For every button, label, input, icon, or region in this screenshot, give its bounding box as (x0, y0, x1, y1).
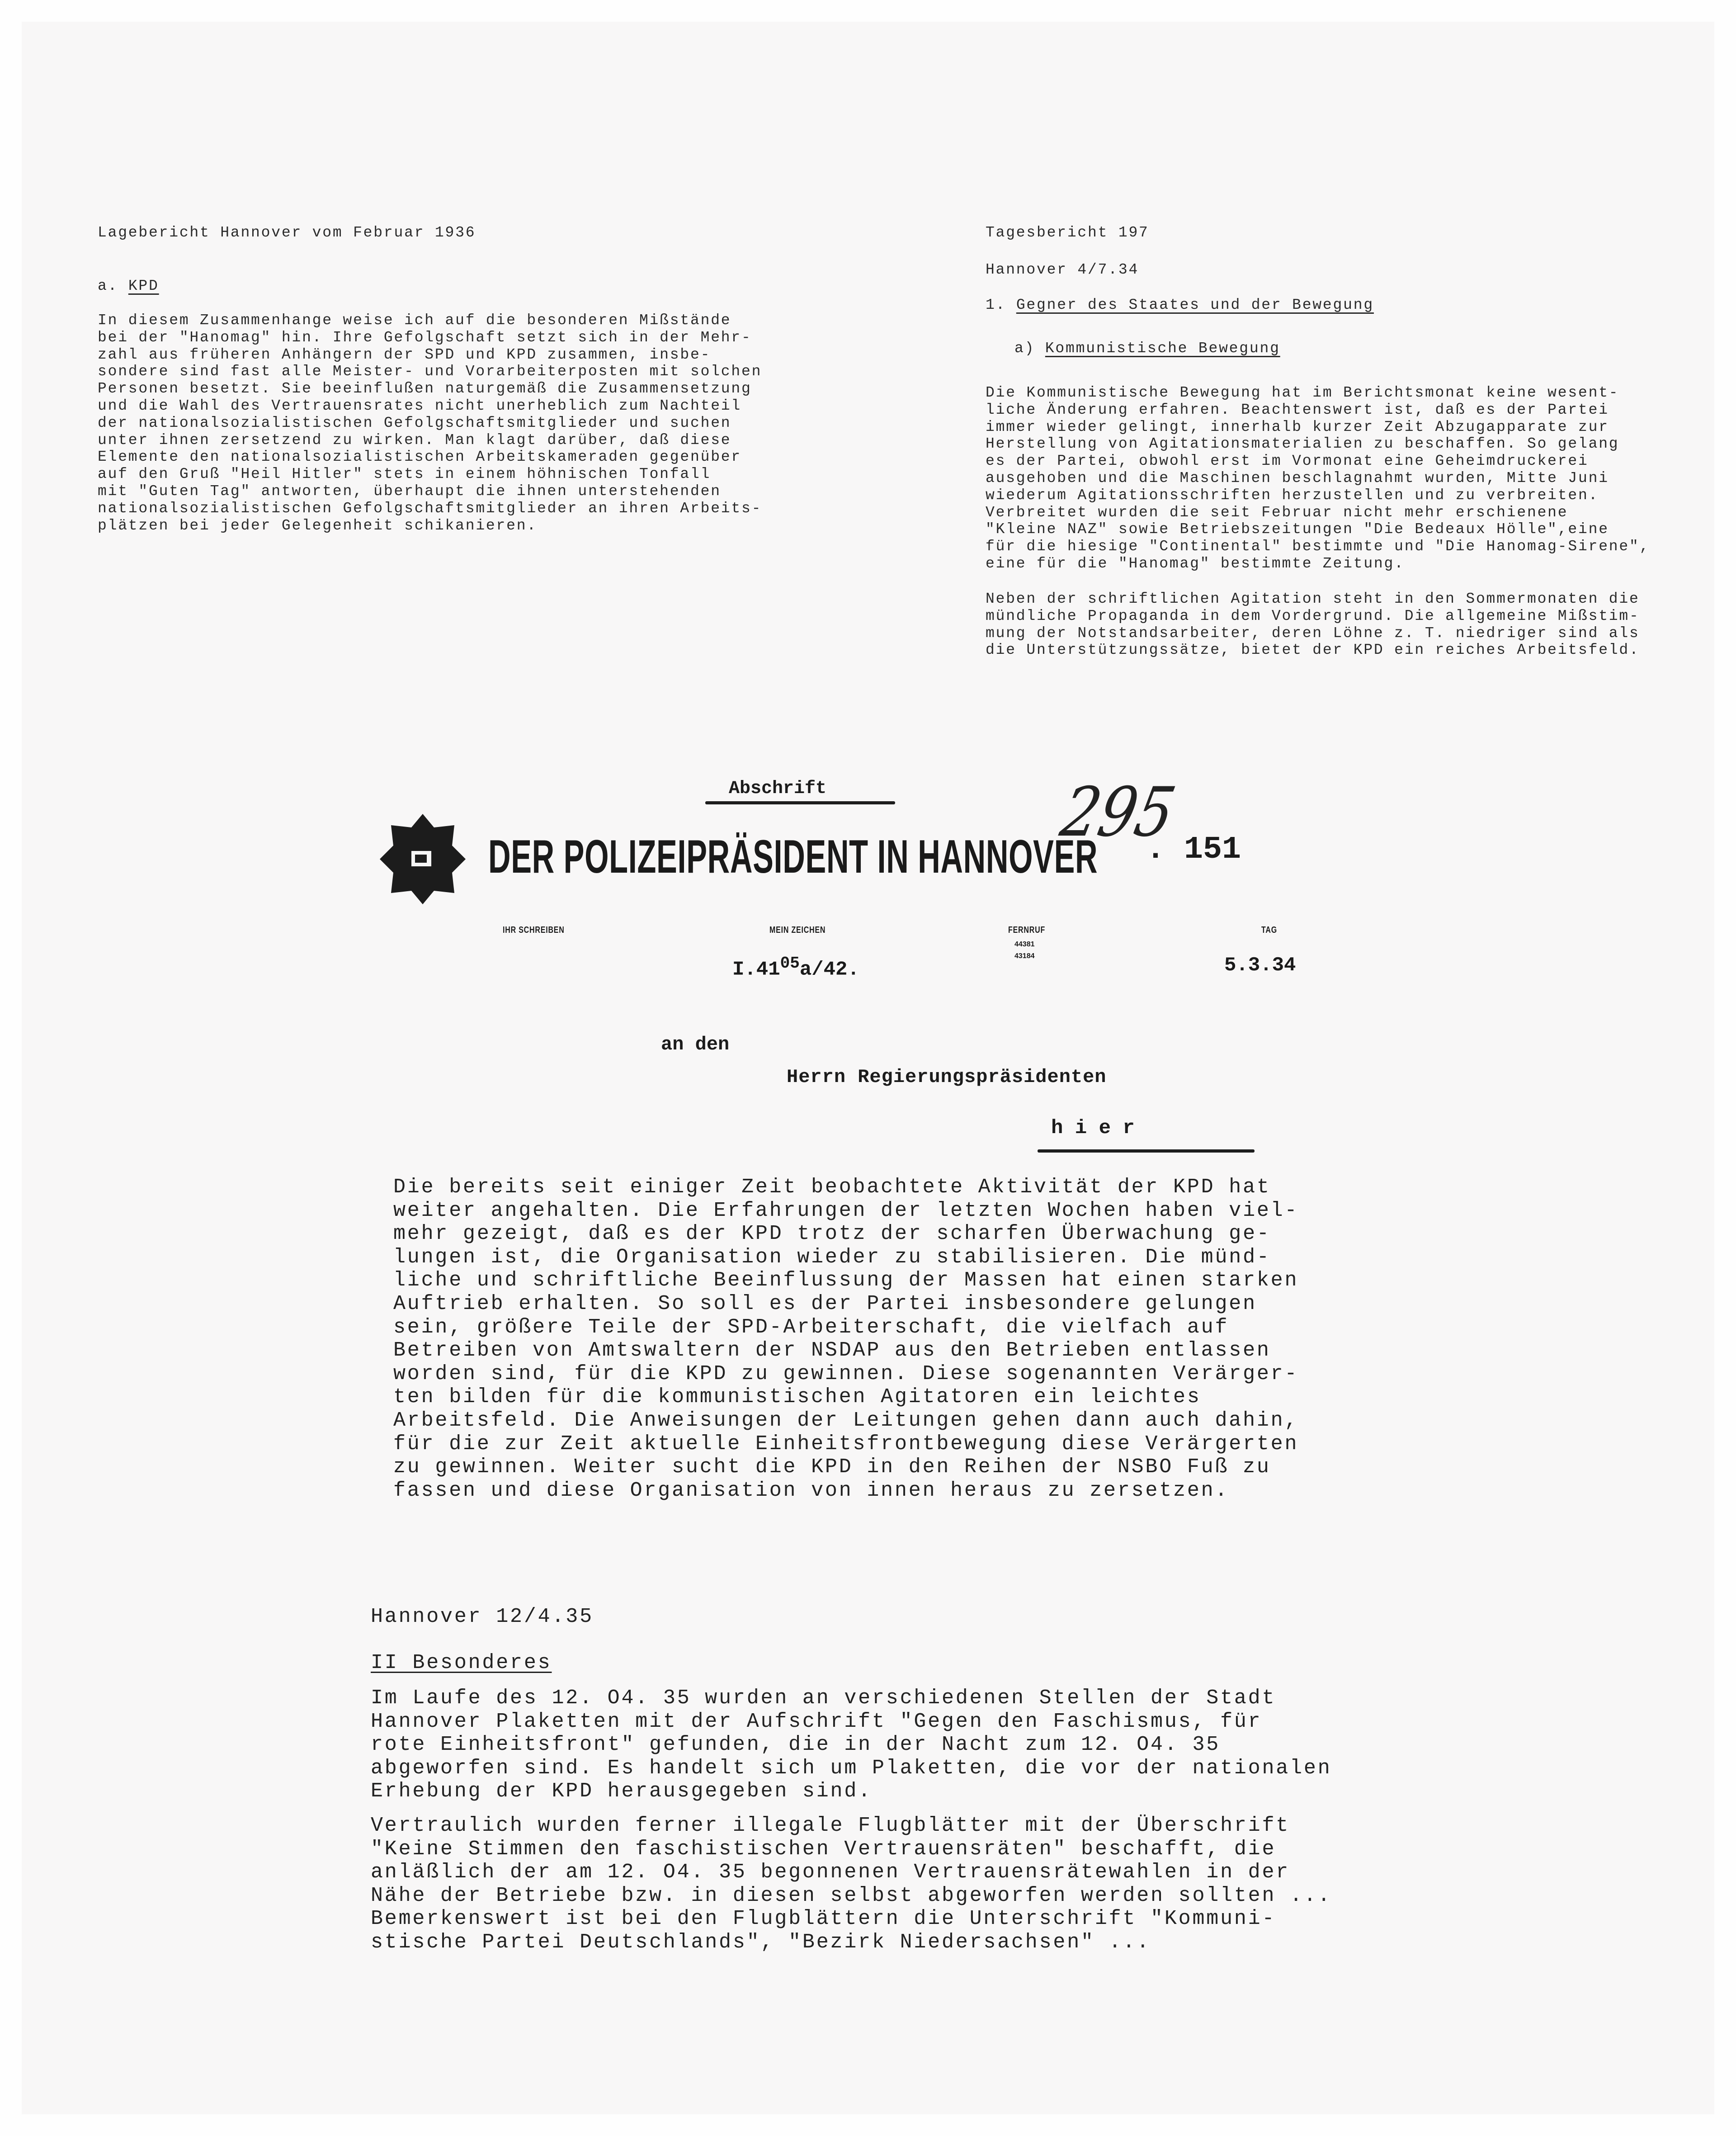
copy-underline (705, 801, 895, 804)
salutation: an den (661, 1034, 730, 1055)
report-text-2: Neben der schriftlichen Agitation steht in den Sommermonaten die mündliche Propaganda in dem Vordergrund. Die allgemeine Mißstim- mung der Notstandsarbeiter, deren Löhne z. T. niedriger sind als die Unterstützungssätze, bietet der KPD ein reiches Arbeitsfeld. (986, 591, 1640, 659)
section-title: Gegner des Staates und der Bewegung (1016, 297, 1374, 313)
tag-value: 5.3.34 (1224, 954, 1296, 977)
fernruf-1: 44381 (1014, 940, 1035, 948)
mein-zeichen-main: I.41 (732, 958, 780, 981)
subsection-prefix: a) (1014, 340, 1035, 357)
mein-zeichen-sup: 05 (780, 954, 800, 973)
mein-zeichen-tail: a/42. (799, 958, 859, 981)
police-star-emblem-icon (380, 814, 466, 904)
ihr-schreiben-label: IHR SCHREIBEN (503, 925, 565, 935)
letterhead-title: DER POLIZEIPRÄSIDENT IN HANNOVER (488, 831, 1098, 883)
section-heading (98, 278, 159, 295)
report-date: Hannover 12/4.35 (371, 1605, 594, 1628)
mein-zeichen-label: MEIN ZEICHEN (769, 925, 826, 935)
location-underline (1038, 1149, 1255, 1153)
fernruf-label: FERNRUF (1008, 925, 1046, 935)
report-date: Hannover 4/7.34 (986, 261, 1139, 278)
location: h i e r (1051, 1117, 1135, 1139)
report-text: In diesem Zusammenhange weise ich auf die besonderen Mißstände bei der "Hanomag" hin. Ihre Gefolgschaft setzt sich in der Mehr- zahl aus früheren Anhängern der SPD und KPD zusammen, insbe- sondere sind fast alle Meister- und Vorarbeiterposten mit solchen Personen besetzt. Sie beeinflußen naturgemäß die Zusammensetzung und die Wahl des Vertrauensrates nicht unerheblich zum Nachteil der nationalsozialistischen Gefolgschaftsmitglieder und suchen unter ihnen zersetzend zu wirken. Man klagt darüber, daß diese Elemente den nationalsozialistischen Arbeitskameraden gegenüber auf den Gruß "Heil Hitler" stets in einem höhnischen Tonfall mit "Guten Tag" antworten, überhaupt die ihnen unterstehenden nationalsozialistischen Gefolgschaftsmitglieder an ihren Arbeits- plätzen bei jeder Gelegenheit schikanieren. (98, 312, 762, 534)
recipient: Herrn Regierungspräsidenten (787, 1066, 1107, 1088)
section-prefix: a. (98, 278, 118, 294)
copy-label: Abschrift (729, 779, 827, 799)
section-heading (986, 297, 1374, 314)
mein-zeichen-value (732, 954, 859, 981)
page-number: . 151 (1146, 832, 1241, 868)
handwritten-number: 295 (1055, 773, 1182, 852)
subsection-heading (1014, 340, 1280, 357)
section-prefix: 1. (986, 297, 1006, 313)
subsection-title: Kommunistische Bewegung (1045, 340, 1280, 357)
letter-body: Die bereits seit einiger Zeit beobachtete Aktivität der KPD hat weiter angehalten. Die Erfahrungen der letzten Wochen haben viel- mehr gezeigt, daß es der KPD trotz der scharfen Überwachung ge- lungen ist, die Organisation wieder zu stabilisieren. Die münd- liche und schriftliche Beeinflussung der Massen hat einen starken Auftrieb erhalten. So soll es der Partei insbesondere gelungen sein, größere Teile der SPD-Arbeiterschaft, die vielfach auf Betreiben von Amtswaltern der NSDAP aus den Betrieben entlassen worden sind, für die KPD zu gewinnen. Diese sogenannten Verärger- ten bilden für die kommunistischen Agitatoren ein leichtes Arbeitsfeld. Die Anweisungen der Leitungen gehen dann auch dahin, für die zur Zeit aktuelle Einheitsfrontbewegung diese Verärgerten zu gewinnen. Weiter sucht die KPD in den Reihen der NSBO Fuß zu fassen und diese Organisation von innen heraus zu zersetzen. (393, 1176, 1299, 1502)
report-title: Lagebericht Hannover vom Februar 1936 (98, 224, 476, 241)
report-text-2: Vertraulich wurden ferner illegale Flugblätter mit der Überschrift "Keine Stimmen den faschistischen Vertrauensräten" beschafft, die anläßlich der am 12. O4. 35 begonnenen Vertrauensrätewahlen in der Nähe der Betriebe bzw. in diesen selbst abgeworfen werden sollten ... Bemerkenswert ist bei den Flugblättern die Unterschrift "Kommuni- stische Partei Deutschlands", "Bezirk Niedersachsen" ... (371, 1814, 1332, 1954)
report-text-1: Die Kommunistische Bewegung hat im Berichtsmonat keine wesent- liche Änderung erfahren. Beachtenswert ist, daß es der Partei immer wieder gelingt, innerhalb kurzer Zeit Abzugapparate zur Herstellung von Agitationsmaterialien zu beschaffen. So gelang es der Partei, obwohl erst im Vormonat eine Geheimdruckerei ausgehoben und die Maschinen beschlagnahmt wurden, Mitte Juni wiederum Agitationsschriften herzustellen und zu verbreiten. Verbreitet wurden die seit Februar nicht mehr erschienene "Kleine NAZ" sowie Betriebszeitungen "Die Bedeaux Hölle",eine für die hiesige "Continental" bestimmte und "Die Hanomag-Sirene", eine für die "Hanomag" bestimmte Zeitung. (986, 384, 1650, 572)
report-title: Tagesbericht 197 (986, 224, 1149, 241)
report-text-1: Im Laufe des 12. O4. 35 wurden an verschiedenen Stellen der Stadt Hannover Plaketten mit der Aufschrift "Gegen den Faschismus, für rote Einheitsfront" gefunden, die in der Nacht zum 12. O4. 35 abgeworfen sind. Es handelt sich um Plaketten, die vor der nationalen Erhebung der KPD herausgegeben sind. (371, 1687, 1332, 1803)
tag-label: TAG (1261, 925, 1277, 935)
section-title: II Besonderes (371, 1651, 552, 1674)
section-title: KPD (128, 278, 159, 294)
fernruf-2: 43184 (1014, 952, 1035, 960)
